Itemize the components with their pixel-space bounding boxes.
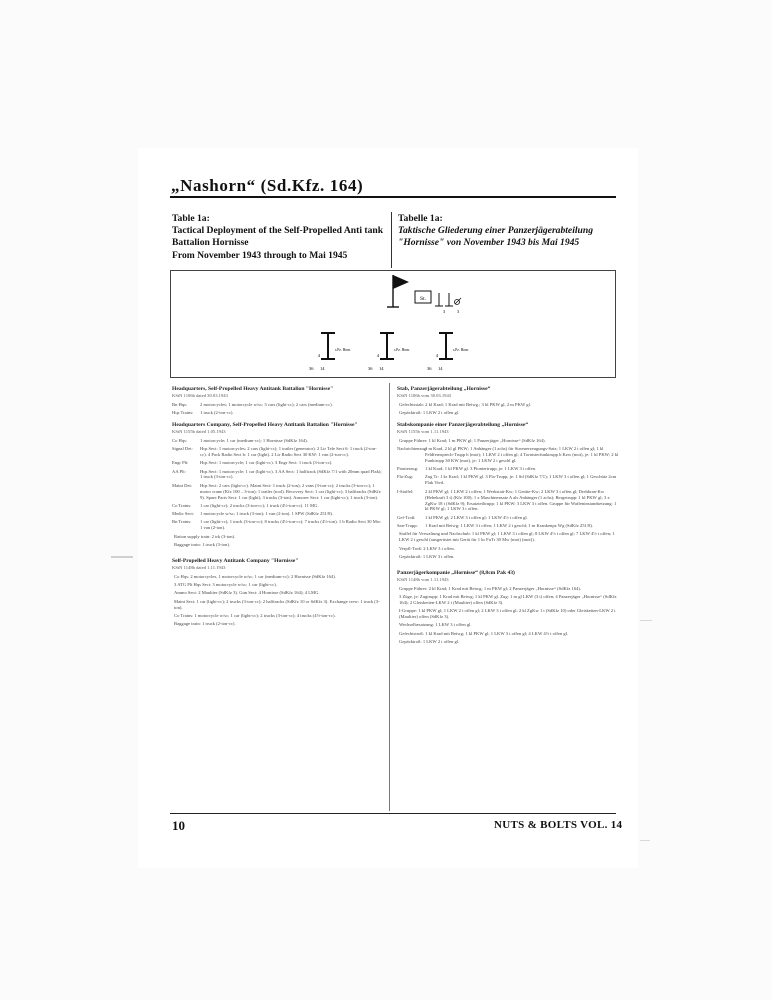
table-row bbox=[397, 586, 619, 592]
section-subtitle: KStN 1155b vom 1.11.1943 bbox=[397, 428, 449, 434]
row-text: Gefechtstroß: 1 kl Krad mit Beiwg; 1 kl PKW gl; 1 LKW 3 t offen gl; 4 LKW 4½ t offen gl. bbox=[399, 630, 569, 636]
row-text: Gepäcktroß: 1 LKW 2 t offen gl. bbox=[399, 409, 460, 415]
row-text: Gepäcktroß: 1 LKW 2 t offen gl. bbox=[399, 638, 460, 644]
section-subtitle: KStN 1106b dated 30.03.1943 bbox=[172, 392, 228, 398]
row-text: 1 car (light-cc); 1 truck (3-ton-cc); 8 trucks (4½-ton-cc); 7 trucks (4½-ton). 1 b Radio Sect 30 Mw: 1 van (2-ton). bbox=[200, 519, 382, 531]
table-row bbox=[172, 503, 382, 509]
company-prefix: 4 bbox=[376, 353, 379, 358]
section-subtitle: KStN 1106b vom 30.03.1943 bbox=[397, 392, 452, 398]
table-heading-english bbox=[172, 213, 388, 262]
table-row bbox=[172, 574, 382, 580]
section-title: Stabskompanie einer Panzerjägerabteilung „Hornisse“ bbox=[397, 422, 529, 429]
company-count: 14 bbox=[379, 366, 384, 371]
table-row bbox=[172, 469, 382, 481]
table-row bbox=[397, 631, 619, 637]
row-text: Hqs Sect: 1 motorcycle; 1 car (light-cc). 3 Engr Sect: 1 truck (3-ton-cc). bbox=[200, 460, 333, 466]
page-edge-mark bbox=[640, 840, 650, 841]
row-text: Gruppe Führer: 1 kl Krad; 1 m PKW gl; 1 Panzerjäger „Hornisse“ (SdKfz 164). bbox=[399, 437, 546, 443]
company-symbol-2 bbox=[368, 333, 410, 371]
section-title: Headquarters Company, Self-Propelled Heavy Antitank Battalion "Hornisse" bbox=[172, 422, 358, 429]
table-row bbox=[397, 622, 619, 628]
hqco-rows bbox=[172, 438, 382, 548]
row-text: Gruppe Führer: 2 kl Krad; 1 Krad mit Beiwg; 1 m PKW gl; 2 Panzerjäger „Hornisse“ (SdKfz 164). bbox=[399, 585, 582, 591]
row-text: 1 truck (2-ton-cc). bbox=[200, 409, 234, 415]
table-row bbox=[397, 489, 619, 513]
section-title: Panzerjägerkompanie „Hornisse“ (8,8cm Pak 43) bbox=[397, 570, 515, 577]
row-text: Zug Tr: 1 kr Krad; 1 kl PKW gl. 3 Fla-Trupp, je: 1 Sd (SdKfz 7/1); 1 LKW 3 t offen gl; 1 Geschütz 2cm Flak Vierl. bbox=[425, 474, 617, 486]
org-chart-graphic bbox=[171, 271, 617, 379]
column-divider bbox=[389, 383, 390, 811]
row-label: Engr Plt: bbox=[172, 460, 189, 466]
table-row bbox=[172, 621, 382, 627]
row-label: Co Hqs: bbox=[172, 437, 188, 443]
heading-line: Taktische Gliederung einer Panzerjägerabteilung bbox=[398, 225, 593, 237]
table-row bbox=[397, 410, 619, 416]
page-edge-mark bbox=[640, 620, 652, 621]
row-label: I-Staffel: bbox=[397, 488, 414, 494]
row-text: 2 motorcycles; 1 motorcycle w/sc; 3 cars (light-cc); 2 cars (medium-cc). bbox=[200, 401, 333, 407]
co-rows bbox=[172, 574, 382, 627]
row-text: 1 motorcycle; 1 car (medium-cc); 1 Hornisse (SdKfz 164). bbox=[200, 437, 308, 443]
section-title: Stab, Panzerjägerabteilung „Hornisse“ bbox=[397, 386, 491, 392]
row-text: Hqs Sect: 1 motorcycle; 1 car (light-cc). 3 AA Sect: 1 halftrack (SdKfz 7/1 with 20mm quad Flak); 1 truck (3-ton-cc). bbox=[200, 468, 382, 480]
company-label: s.Pz. Horn. bbox=[394, 348, 410, 352]
row-text: 1 Krad mit Beiwg; 1 LKW 3 t offen; 1 LKW 2 t geschl; 1 m Krankenpz Wg (SdKfz 251/8). bbox=[425, 523, 594, 528]
page-title: „Nashorn“ (Sd.Kfz. 164) bbox=[171, 176, 364, 195]
table-row bbox=[397, 554, 619, 560]
section-title: Self-Propelled Heavy Antitank Company "Hornisse" bbox=[172, 558, 299, 565]
section-subtitle: KStN 1155b dated 1.05.1943 bbox=[172, 428, 226, 434]
section-subtitle: KStN 1148b vom 1.11.1943 bbox=[397, 576, 449, 582]
row-text: Co Hqs: 2 motorcycles, 1 motorcycle w/sc; 1 car (medium-cc); 2 Hornisse (SdKfz 164). bbox=[174, 573, 336, 579]
row-text: 2 kl PKW gl; 1 LKW 2 t offen; 1 Werkstatt-Kw; 1 Geräte-Kw; 2 LKW 3 t offen gl; Drehkran-Kw (Hebekraft 3 t) (Kfz 100); 1 x Maschinensatz A als Anhänger (1 achs); Bergetrupp: 1 kl PKW gl; 3 x ZgKw 18 t (SdKfz 9); Ersatzteiltrupp: 1 kl PKW; 3 LKW 3 t offen. Gruppe für Waffeninstandsetzung: 1 kl PKW gl; 1 LKW 3 t offen. bbox=[425, 488, 617, 512]
table-row bbox=[397, 438, 619, 444]
row-label: Bn Hqs: bbox=[172, 401, 188, 407]
company-prefix: 4 bbox=[317, 353, 320, 358]
table-row bbox=[397, 446, 619, 464]
row-label: AA Plt: bbox=[172, 468, 186, 474]
table-row bbox=[397, 466, 619, 472]
company-count: 36 bbox=[427, 366, 432, 371]
table-row bbox=[172, 582, 382, 588]
company-count: 14 bbox=[438, 366, 443, 371]
table-row bbox=[397, 523, 619, 529]
table-row bbox=[172, 410, 382, 416]
row-text: 1 kl PKW gl; 2 LKW 3 t offen gl; 1 LKW 4½ t offen gl. bbox=[425, 514, 528, 520]
table-row bbox=[172, 542, 382, 548]
row-label: Hqs Trains: bbox=[172, 409, 194, 415]
row-label: San-Trupp: bbox=[397, 523, 418, 528]
row-text: Maint Sect: 1 car (light-cc); 2 trucks (3-ton-cc); 2 halftracks (SdKfz 10 or SdKfz 3). Exchange crew: 1 truck (3-ton). bbox=[174, 598, 380, 610]
row-text: 3 ATG Plt Hqs Sect: 3 motorcycle w/sc; 1 car (light-cc). bbox=[174, 582, 277, 588]
company-count: 14 bbox=[320, 366, 325, 371]
page-number: 10 bbox=[172, 818, 185, 833]
footer-rule bbox=[170, 813, 616, 814]
company-label: s.Pz. Horn. bbox=[453, 348, 469, 352]
row-text: I-Gruppe: 1 kl PKW gl; 1 LKW 2 t offen gl; 2 LKW 3 t offen gl; 2 kl ZgKw 1 t (SdKfz 10) oder Gleisketten-LKW 2 t (Maultier) offen (SdKfz 3). bbox=[399, 608, 616, 620]
table-row bbox=[172, 590, 382, 596]
row-label: Medic Sect: bbox=[172, 511, 195, 517]
stab-rows bbox=[397, 402, 619, 416]
table-row bbox=[397, 474, 619, 486]
heading-line: Tabelle 1a: bbox=[398, 213, 443, 224]
table-row bbox=[172, 534, 382, 540]
heading-line: From November 1943 through to Mai 1945 bbox=[172, 249, 348, 261]
row-text: Wechselbesatzung: 1 LKW 3 t offen gl. bbox=[399, 622, 472, 628]
row-text: Hqs Sect: 2 cars (light-cc). Maint Sect: 1 truck (2-ton); 2 vans (3-ton-cc); 2 trucks (3-ton-cc); 1 motor crane (Kfz 100 – 3-ton); 1 trailer (tool). Recovery Sect: 1 car (light-cc); 3 halftracks (SdKfz 9). Spare Parts Sect: 1 car (light); 3 trucks (3-ton). Armorer Sect: 1 car (light-cc); 1 truck (3-ton). bbox=[200, 482, 381, 500]
stabko-rows bbox=[397, 438, 619, 560]
row-label: Pionierzug: bbox=[397, 466, 419, 472]
english-column bbox=[172, 386, 382, 630]
heading-line: Tactical Deployment of the Self-Propelled Anti tank bbox=[172, 225, 384, 237]
row-label: Signal Det: bbox=[172, 446, 193, 452]
row-text: Ammo Sect: 2 Maultier (SdKfz 3). Gun Sect: 4 Hornisse (SdKfz 164); 4 LMG. bbox=[174, 590, 320, 596]
row-text: Hqs Sect: 1 motorcycles; 2 cars (light-cc); 1 trailer (generator). 2 Ltr Tele Sect 6: 1 truck (2-ton-cc). 4 Pack Radio Sect b: 1 car (light). 2 Ltr Radio Sect 30 KW: 1 van (2-ton-cc). bbox=[200, 446, 377, 457]
hq-count: 3 bbox=[443, 309, 446, 314]
row-text: Ration supply train: 2 trk (3-ton). bbox=[174, 533, 236, 539]
table-row bbox=[172, 483, 382, 501]
table-row bbox=[397, 515, 619, 521]
table-row bbox=[172, 511, 382, 517]
row-label: Maint Det: bbox=[172, 482, 193, 488]
table-row bbox=[172, 438, 382, 444]
row-label: Bn Trains: bbox=[172, 519, 192, 525]
row-label: Gef-Troß: bbox=[397, 514, 416, 520]
hq-vehicle-icon bbox=[435, 293, 461, 306]
table-row bbox=[397, 402, 619, 408]
row-text: Co Trains: 1 motorcycle w/sc; 1 car (light-cc); 2 trucks (3-ton-cc); 4 trucks (4½-ton-cc). bbox=[174, 612, 336, 618]
heading-line: Table 1a: bbox=[172, 213, 210, 224]
company-prefix: 4 bbox=[435, 353, 438, 358]
row-text: Staffel für Verwaltung und Nachschub: 1 kl PKW gl; 1 LKW 3 t offen gl; 8 LKW 4½ t offen gl; 7 LKW 4½ t offen; 1 LKW 2 t geschl (ausgerüstet mit Gerät für 1 kr FuTr 30 Mw (mot) (mot)). bbox=[399, 531, 615, 543]
table-row bbox=[172, 402, 382, 408]
row-label: Fla-Zug: bbox=[397, 474, 414, 480]
row-text: 1 kl Krad; 1 kl PKW gl. 3 Pioniertrupp, je: 1 LKW 3 t offen. bbox=[425, 466, 537, 472]
row-text: 1 car (light-cc); 2 trucks (3-ton-cc); 1 truck (4½-ton-cc). 11 MG. bbox=[200, 502, 319, 508]
row-text: 1 m Krad, 2 kl gl PKW; 1 Anhänger (1 achs) für Stromerzeugungs-Satz; 1 LKW 2 t offen gl; 1 kl Feldfernsprech-Trupp b (mot); 1 LKW 2 t offen gl; 4 Tornisterfunktrupp b Kzw (mot), je: 1 kl PKW; 2 kl Funktrupp 30 KW (mot), je: 1 LKW 2 t geschl gl. bbox=[425, 446, 619, 463]
title-rule bbox=[170, 196, 616, 198]
company-symbol-1 bbox=[309, 333, 351, 371]
heading-divider bbox=[391, 212, 392, 268]
table-row bbox=[397, 546, 619, 552]
table-heading-german bbox=[398, 213, 620, 250]
hq-flag-icon bbox=[387, 275, 409, 307]
row-text: Baggage train: 1 truck (3-ton). bbox=[174, 541, 230, 547]
page-crease-mark bbox=[111, 556, 133, 558]
section-title: Headquarters, Self-Propelled Heavy Antitank Battalion "Hornisse" bbox=[172, 386, 334, 392]
row-text: Gepäcktroß: 1 LKW 3 t offen. bbox=[399, 553, 455, 559]
section-subtitle: KStN 1148b dated 1.11.1943 bbox=[172, 564, 226, 570]
table-row bbox=[172, 519, 382, 531]
company-symbol-3 bbox=[427, 333, 469, 371]
table-row bbox=[172, 613, 382, 619]
table-row bbox=[397, 594, 619, 606]
row-label: Nachrichtenzug: bbox=[397, 446, 428, 452]
row-text: Verpfl-Troß: 2 LKW 3 t offen. bbox=[399, 545, 455, 551]
table-row bbox=[172, 446, 382, 458]
german-column bbox=[397, 386, 619, 647]
table-row bbox=[172, 460, 382, 466]
company-count: 36 bbox=[368, 366, 373, 371]
hq-staff-label: St. bbox=[420, 296, 426, 302]
table-row bbox=[397, 639, 619, 645]
table-row bbox=[397, 531, 619, 543]
row-text: Gefechtsstab: 2 kl Krad; 1 Krad mit Beiwg.; 3 kl PKW gl, 2 m PKW gl. bbox=[399, 401, 532, 407]
heading-line: Battalion Hornisse bbox=[172, 237, 249, 249]
magazine-title: NUTS & BOLTS VOL. 14 bbox=[494, 819, 623, 831]
company-count: 36 bbox=[309, 366, 314, 371]
hq-count: 3 bbox=[457, 309, 460, 314]
table-row bbox=[397, 608, 619, 620]
row-label: Co Trains: bbox=[172, 502, 192, 508]
hq-rows bbox=[172, 402, 382, 416]
table-row bbox=[172, 599, 382, 611]
row-text: 1 motorcycle w/sc; 1 truck (3-ton); 1 van (2-ton). 1 SPW (SdKfz 251/8). bbox=[200, 511, 334, 517]
row-text: Baggage train: 1 truck (2-ton-cc). bbox=[174, 621, 236, 627]
heading-line: "Hornisse" von November 1943 bis Mai 1945 bbox=[398, 237, 580, 249]
company-label: s.Pz. Horn. bbox=[335, 348, 351, 352]
row-text: 3 Züge, je: Zugtrupp: 1 Krad mit Beiwg; 1 kl PKW gl. Zug: 1 m gl LKW (3 t) offen; 4 Panzerjäger „Hornisse“ (SdKfz 164); 2 Gleisketten-LKW 2 t (Maultier) offen (SdKfz 3). bbox=[399, 593, 617, 605]
pzjko-rows bbox=[397, 586, 619, 645]
organization-chart bbox=[170, 270, 616, 378]
